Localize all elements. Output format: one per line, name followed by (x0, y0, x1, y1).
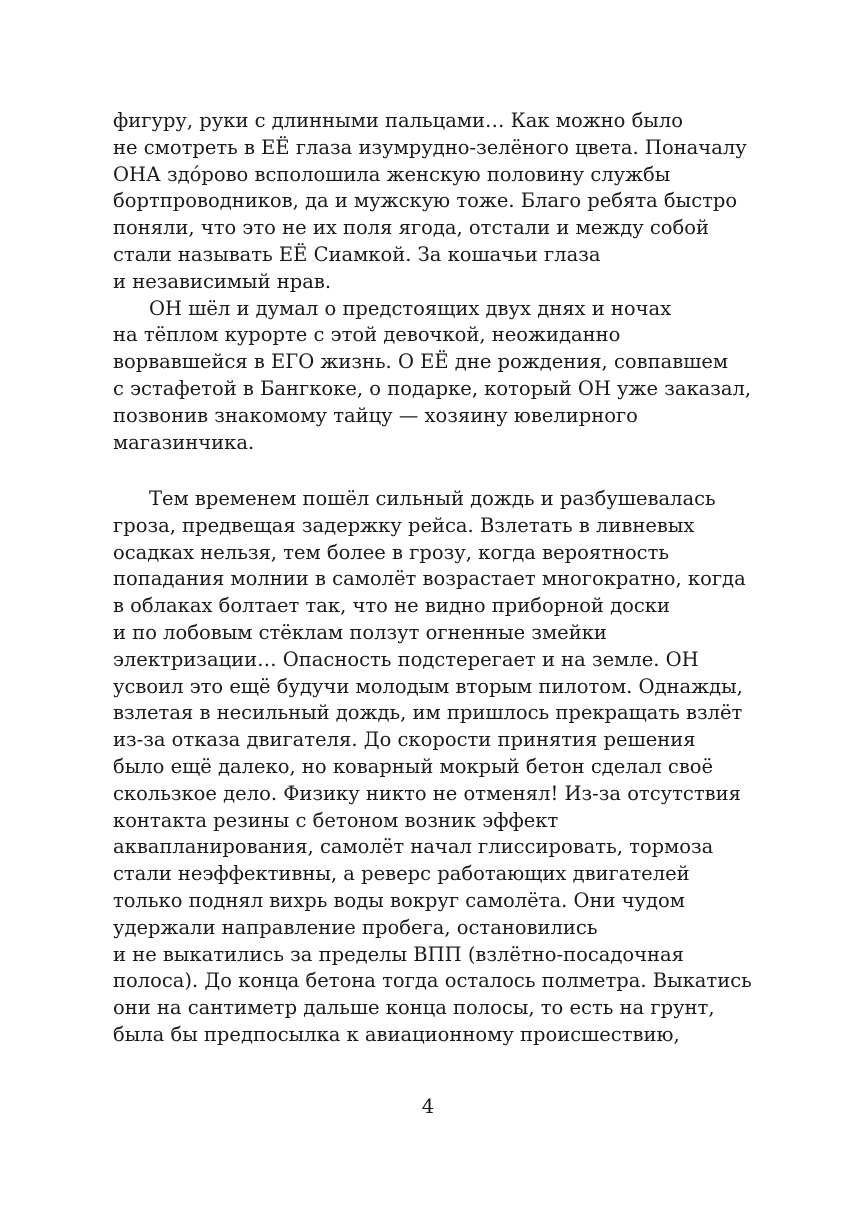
text-line: было ещё далеко, но коварный мокрый бетон сделал своё (113, 754, 714, 778)
text-line: полоса). До конца бетона тогда осталось полметра. Выкатись (113, 969, 752, 993)
text-line: ворвавшейся в ЕГО жизнь. О ЕЁ дне рождения, совпавшем (113, 350, 729, 374)
page-number: 4 (421, 1095, 435, 1118)
text-line: они на сантиметр дальше конца полосы, то есть на грунт, (113, 996, 715, 1020)
text-line: позвонив знакомому тайцу — хозяину ювелирного (113, 403, 638, 427)
text-line: только поднял вихрь воды вокруг самолёта. Они чудом (113, 888, 685, 912)
text-line: электризации… Опасность подстерегает и на земле. ОН (113, 647, 699, 671)
text-line: и не выкатились за пределы ВПП (взлётно-посадочная (113, 942, 684, 966)
text-line: удержали направление пробега, остановились (113, 915, 598, 939)
text-line: в облаках болтает так, что не видно приборной доски (113, 594, 670, 618)
text-line: усвоил это ещё будучи молодым вторым пилотом. Однажды, (113, 674, 743, 698)
text-line: бортпроводников, да и мужскую тоже. Благо ребята быстро (113, 189, 738, 213)
paragraph-first-line: ОН шёл и думал о предстоящих двух днях и ночах (149, 296, 672, 320)
text-line: скользкое дело. Физику никто не отменял! Из-за отсутствия (113, 781, 741, 805)
text-line: осадках нельзя, тем более в грозу, когда вероятность (113, 540, 670, 564)
text-line: аквапланирования, самолёт начал глиссировать, тормоза (113, 835, 714, 859)
text-line: контакта резины с бетоном возник эффект (113, 808, 559, 832)
text-line: фигуру, руки с длинными пальцами… Как можно было (113, 109, 683, 132)
text-line: и независимый нрав. (113, 269, 332, 293)
text-line: стали называть ЕЁ Сиамкой. За кошачьи глаза (113, 242, 601, 266)
text-block-lower (113, 486, 752, 1049)
text-line: была бы предпосылка к авиационному происшествию, (113, 1022, 680, 1046)
text-line: с эстафетой в Бангкоке, о подарке, который ОН уже заказал, (113, 376, 752, 400)
text-line: гроза, предвещая задержку рейса. Взлетать в ливневых (113, 513, 695, 537)
text-block-upper (113, 108, 752, 456)
text-line: поняли, что это не их поля ягода, отстали и между собой (113, 216, 710, 240)
text-line: не смотреть в ЕЁ глаза изумрудно-зелёного цвета. Поначалу (113, 135, 747, 159)
text-line: и по лобовым стёклам ползут огненные змейки (113, 620, 607, 644)
text-line: взлетая в несильный дождь, им пришлось прекращать взлёт (113, 701, 743, 725)
text-line: ОНА здóрово всполошила женскую половину службы (113, 162, 671, 186)
paragraph-first-line: Тем временем пошёл сильный дождь и разбушевалась (149, 487, 716, 510)
text-line: стали неэффективны, а реверс работающих двигателей (113, 862, 690, 886)
text-line: из-за отказа двигателя. До скорости принятия решения (113, 728, 696, 752)
text-line: магазинчика. (113, 430, 255, 454)
text-line: на тёплом курорте с этой девочкой, неожиданно (113, 323, 621, 347)
text-line: попадания молнии в самолёт возрастает многократно, когда (113, 567, 746, 591)
